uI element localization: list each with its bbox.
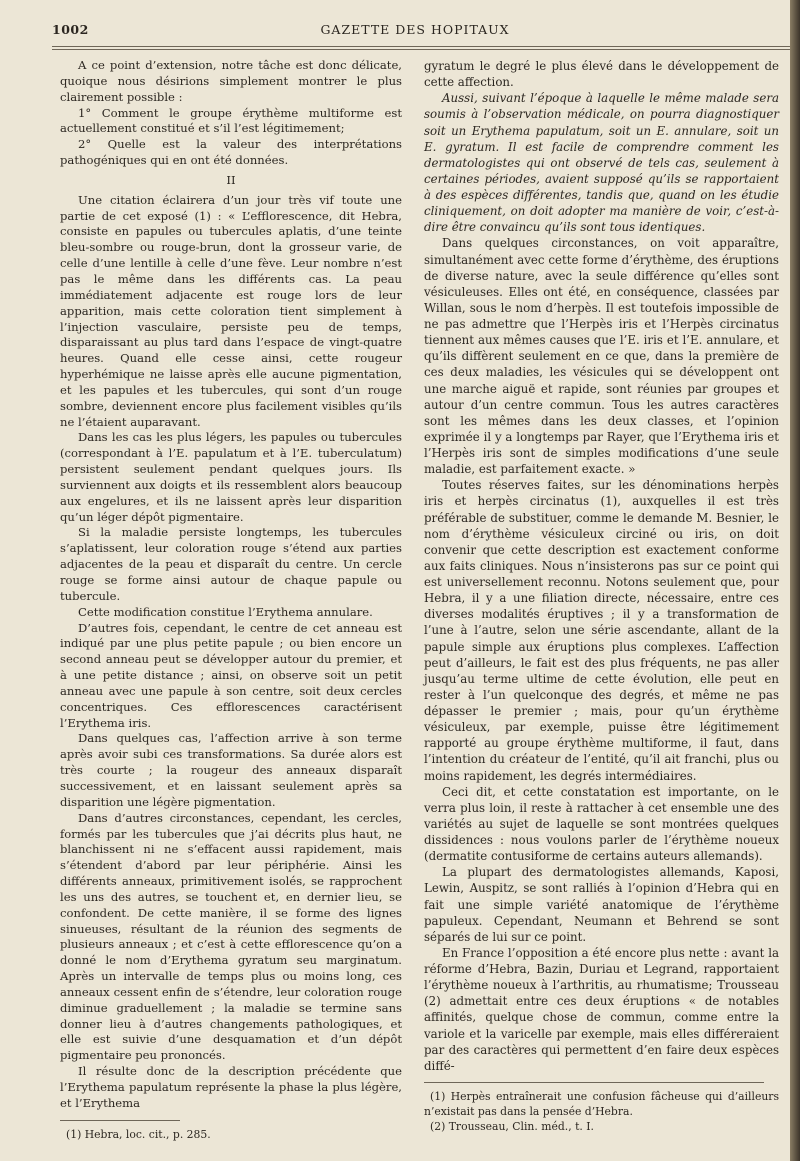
paragraph: D’autres fois, cependant, le centre de cet anneau est indiqué par une plus petite papule ; ou bien encore un second anneau peut se développer autour du premier, et à une petite distance ; ainsi, on observe soit un petit anneau avec une papule à son centre, soit deux cercles concentriques. Ces efflorescences caractérisent l’Erythema iris. [60,620,402,730]
header-rule-top [52,46,792,47]
quoted-paragraph: Aussi, suivant l’époque à laquelle le même malade sera soumis à l’observation médicale, on pourra diagnostiquer soit un Erythema papulatum, soit un E. annulare, soit un E. gyratum. Il est facile de comprendre comment les dermatologistes qui ont observé de tels cas, seulement à certaines périodes, avaient supposé qu’ils se rapportaient à des espèces différentes, tandis que, quand on les étudie cliniquement, on doit adopter ma manière de voir, c’est-à-dire être convaincu qu’ils sont tous identiques. [424,91,779,235]
paragraph: 2° Quelle est la valeur des interprétations pathogéniques qui en ont été données. [60,137,402,168]
paragraph: 1° Comment le groupe érythème multiforme est actuellement constitué et s’il l’est légitimement; [60,105,402,136]
paragraph: Dans quelques cas, l’affection arrive à son terme après avoir subi ces transformations. Sa durée alors est très courte ; la rougeur des anneaux disparaît successivement, et en laissant seulement après sa disparition une légère pigmentation. [60,731,402,809]
page-number: 1002 [52,22,89,37]
paragraph: La plupart des dermatologistes allemands, Kaposi, Lewin, Auspitz, se sont ralliés à l’opinion d’Hebra qui en fait une simple variété anatomique de l’érythème papuleux. Cependant, Neumann et Behrend se sont séparés de lui sur ce point. [424,865,779,944]
paragraph: Si la maladie persiste longtemps, les tubercules s’aplatissent, leur coloration rouge s’étend aux parties adjacentes de la peau et disparaît du centre. Un cercle rouge se forme ainsi autour de chaque papule ou tubercule. [60,525,402,603]
running-header [52,22,778,44]
paragraph: gyratum le degré le plus élevé dans le développement de cette affection. [424,59,779,90]
footnote: (1) Herpès entraînerait une confusion fâcheuse qui d’ailleurs n’existait pas dans la pensée d’Hebra. [424,1089,779,1118]
journal-title: GAZETTE DES HOPITAUX [320,22,510,37]
footnote: (1) Hebra, loc. cit., p. 285. [66,1127,211,1141]
section-heading: II [226,172,236,187]
paragraph: En France l’opposition a été encore plus nette : avant la réforme d’Hebra, Bazin, Duriau et Legrand, rapportaient l’érythème noueux à l’arthritis, au rhumatisme; Trousseau (2) admettait entre ces deux éruptions « de notables affinités, quelque chose de commun, comme entre la variole et la varicelle par exemple, mais elles différeraient par des caractères qui permettent d’en faire deux espèces diffé- [424,945,779,1073]
paragraph: Il résulte donc de la description précédente que l’Erythema papulatum représente la phase la plus légère, et l’Erythema [60,1064,402,1110]
header-rule-bottom [52,49,792,50]
paragraph: Une citation éclairera d’un jour très vif toute une partie de cet exposé (1) : « L’efflorescence, dit Hebra, consiste en papules ou tubercules aplatis, d’une teinte bleu-sombre ou rouge-brun, dont la grosseur varie, de celle d’une lentille à celle d’une fève. Leur nombre n’est pas le même dans les différents cas. La peau immédiatement adjacente est rouge lors de leur apparition, mais cette coloration tient simplement à l’injection vasculaire, persiste peu de temps, disparaissant au plus tard dans l’espace de vingt-quatre heures. Quand elle cesse ainsi, cette rougeur hyperhémique ne laisse après elle aucune pigmentation, et les papules et les tubercules, qui sont d’un rouge sombre, deviennent encore plus facilement visibles qu’ils ne l’étaient auparavant. [60,192,402,429]
paragraph: Ceci dit, et cette constatation est importante, on le verra plus loin, il reste à rattacher à cet ensemble une des variétés au sujet de laquelle se sont montrées quelques dissidences : nous voulons parler de l’érythème noueux (dermatite contusiforme de certains auteurs allemands). [424,784,779,864]
footnote: (2) Trousseau, Clin. méd., t. I. [430,1119,594,1133]
footnote-rule [60,1120,180,1121]
paragraph: Toutes réserves faites, sur les dénominations herpès iris et herpès circinatus (1), auxquelles il est très préférable de substituer, comme le demande M. Besnier, le nom d’érythème vésiculeux circiné ou iris, on doit convenir que cette description est exactement conforme aux faits cliniques. Nous n’insisterons pas sur ce point qui est universellement reconnu. Notons seulement que, pour Hebra, il y a une filiation directe, nécessaire, entre ces diverses modalités éruptives ; il y a transformation de l’une à l’autre, selon une série ascendante, allant de la papule simple aux éruptions plus complexes. L’affection peut d’ailleurs, le fait est des plus fréquents, ne pas aller jusqu’au terme ultime de cette évolution, elle peut en rester à l’un quelconque des degrés, et même ne pas dépasser le premier ; mais, pour qu’un érythème vésiculeux, par exemple, puisse être légitimement rapporté au groupe érythème multiforme, il faut, dans l’intention du créateur de l’entité, qu’il ait franchi, plus ou moins rapidement, les degrés intermédiaires. [424,478,779,783]
footnote-rule [424,1082,764,1083]
left-column [60,58,402,1142]
book-spine-edge [790,0,800,1161]
paragraph: Dans d’autres circonstances, cependant, les cercles, formés par les tubercules que j’ai décrits plus haut, ne blanchissent ni ne s’effacent aussi rapidement, mais s’étendent d’abord par leur périphérie. Ainsi les différents anneaux, primitivement isolés, se rapprochent les uns des autres, se touchent et, en dernier lieu, se confondent. De cette manière, il se forme des lignes sinueuses, résultant de la réunion des segments de plusieurs anneaux ; et c’est à cette efflorescence qu’on a donné le nom d’Erythema gyratum seu marginatum. Après un intervalle de temps plus ou moins long, ces anneaux cessent enfin de s’étendre, leur coloration rouge diminue graduellement ; la maladie se termine sans donner lieu à d’autres changements pathologiques, et elle est suivie d’une desquamation et d’un dépôt pigmentaire peu prononcés. [60,810,402,1063]
paragraph: A ce point d’extension, notre tâche est donc délicate, quoique nous désirions simplement montrer le plus clairement possible : [60,58,402,104]
paragraph: Cette modification constitue l’Erythema annulare. [78,604,373,619]
paragraph: Dans quelques circonstances, on voit apparaître, simultanément avec cette forme d’érythème, des éruptions de diverse nature, avec la seule différence qu’elles sont vésiculeuses. Elles ont été, en conséquence, classées par Willan, sous le nom d’herpès. Il est toutefois impossible de ne pas admettre que l’Herpès iris et l’Herpès circinatus tiennent aux mêmes causes que l’E. iris et l’E. annulare, et qu’ils diffèrent seulement en ce que, dans la première de ces deux maladies, les vésicules qui se développent ont une marche aiguë et rapide, sont réunies par groupes et autour d’un centre commun. Tous les autres caractères sont les mêmes dans les deux classes, et l’opinion exprimée il y a longtemps par Rayer, que l’Erythema iris et l’Herpès iris sont de simples modifications d’une seule maladie, est parfaitement exacte. » [424,236,779,477]
right-column [424,58,779,1134]
paragraph: Dans les cas les plus légers, les papules ou tubercules (correspondant à l’E. papulatum et à l’E. tuberculatum) persistent seulement pendant quelques jours. Ils surviennent aux doigts et ils ressemblent alors beaucoup aux engelures, et ils ne laissent après leur disparition qu’un léger dépôt pigmentaire. [60,430,402,524]
